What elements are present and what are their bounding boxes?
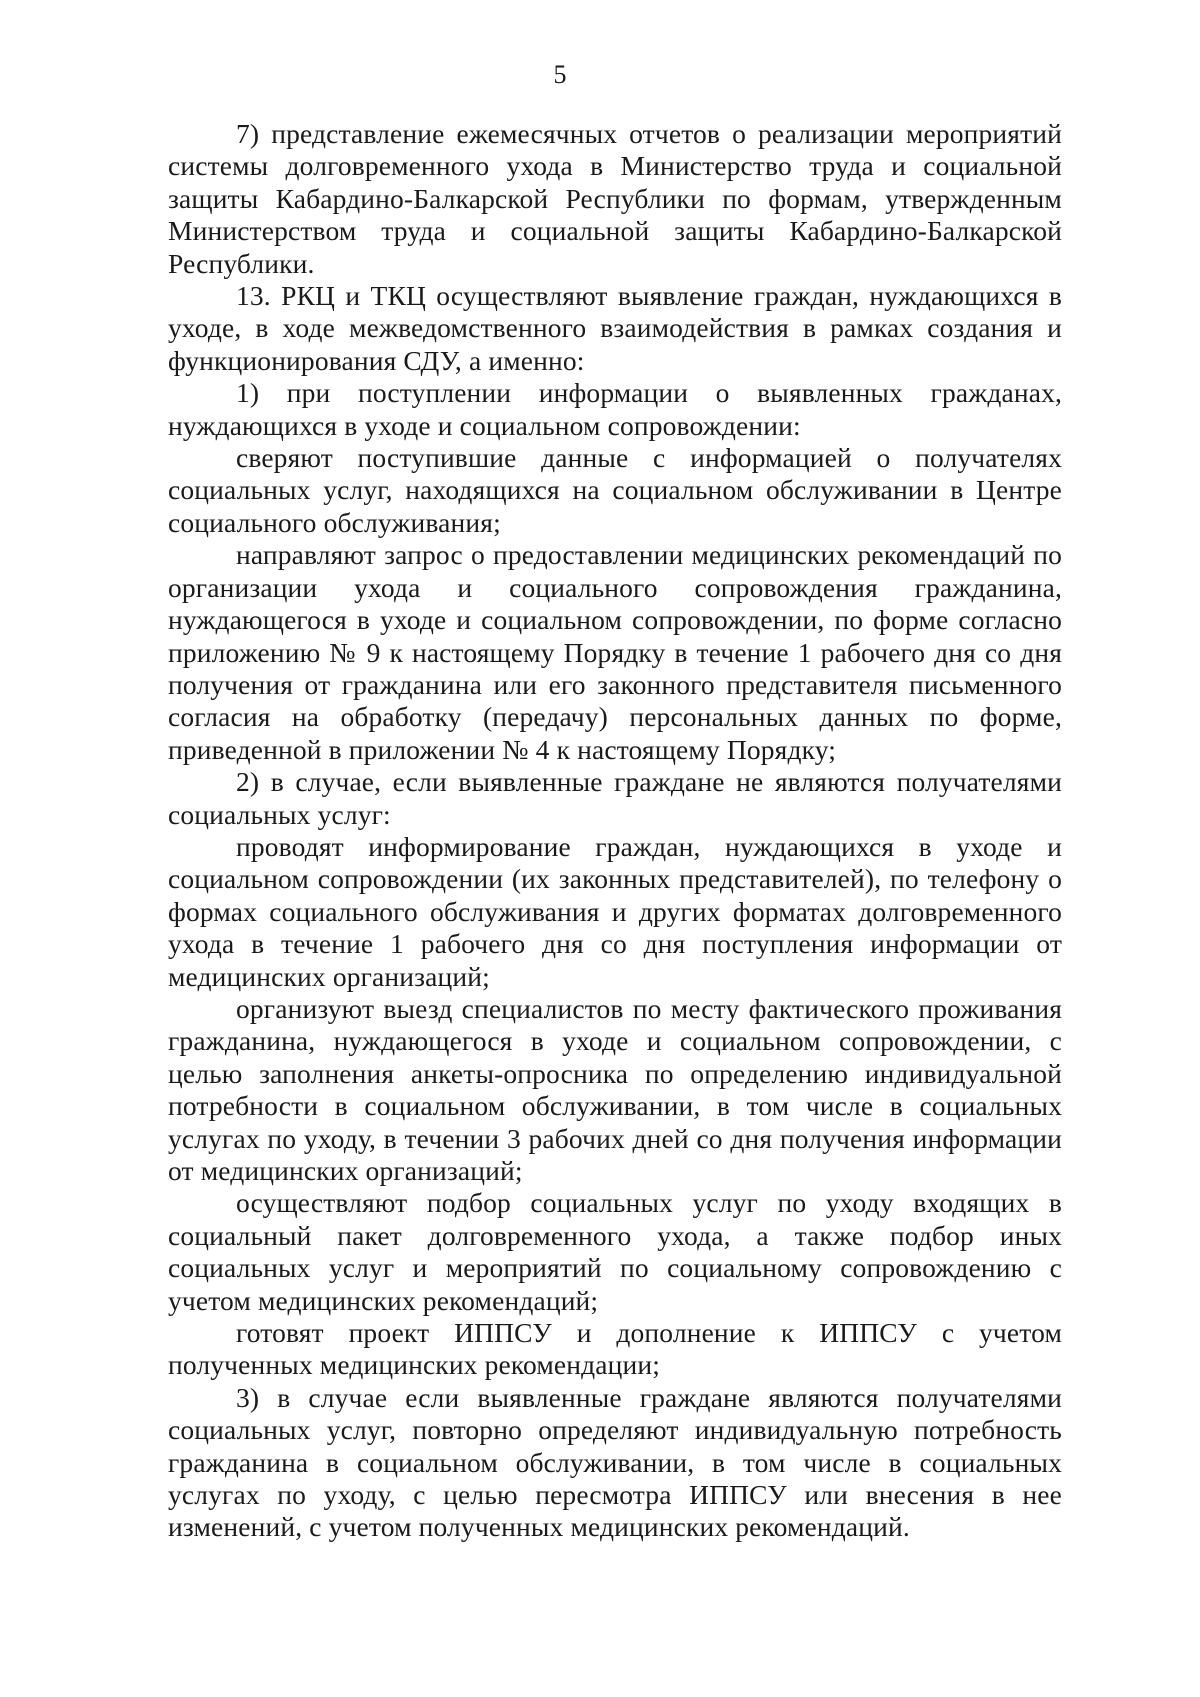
paragraph-select-services: осуществляют подбор социальных услуг по уходу входящих в социальный пакет долговременного ухода, а также подбор иных социальных услуг и мероприятий по социальному сопровождению с учетом медицинских рекомендаций;	[168, 1187, 1062, 1316]
paragraph-subitem-2: 2) в случае, если выявленные граждане не являются получателями социальных услуг:	[168, 766, 1062, 830]
page-number: 5	[553, 60, 567, 89]
paragraph-organize-visit: организуют выезд специалистов по месту фактического проживания гражданина, нуждающегося в уходе и социальном сопровождении, с целью заполнения анкеты-опросника по определению индивидуальной потребности в социальном обслуживании, в том числе в социальных услугах по уходу, в течении 3 рабочих дней со дня получения информации от медицинских организаций;	[168, 992, 1062, 1186]
paragraph-subitem-3: 3) в случае если выявленные граждане являются получателями социальных услуг, повторно определяют индивидуальную потребность гражданина в социальном обслуживании, в том числе в социальных услугах по уходу, с целью пересмотра ИППСУ или внесения в нее изменений, с учетом полученных медицинских рекомендаций.	[168, 1381, 1062, 1543]
document-body	[168, 118, 1062, 1544]
paragraph-send-request: направляют запрос о предоставлении медицинских рекомендаций по организации ухода и социального сопровождения гражданина, нуждающегося в уходе и социальном сопровождении, по форме согласно приложению № 9 к настоящему Порядку в течение 1 рабочего дня со дня получения от гражданина или его законного представителя письменного согласия на обработку (передачу) персональных данных по форме, приведенной в приложении № 4 к настоящему Порядку;	[168, 539, 1062, 765]
paragraph-prepare-ippsu: готовят проект ИППСУ и дополнение к ИППСУ с учетом полученных медицинских рекомендации;	[168, 1317, 1062, 1381]
paragraph-verify-data: сверяют поступившие данные с информацией о получателях социальных услуг, находящихся на социальном обслуживании в Центре социального обслуживания;	[168, 442, 1062, 538]
paragraph-subitem-1: 1) при поступлении информации о выявленных гражданах, нуждающихся в уходе и социальном сопровождении:	[168, 377, 1062, 441]
paragraph-item-7: 7) представление ежемесячных отчетов о реализации мероприятий системы долговременного ухода в Министерство труда и социальной защиты Кабардино-Балкарской Республики по формам, утвержденным Министерством труда и социальной защиты Кабардино-Балкарской Республики.	[168, 118, 1062, 279]
paragraph-clause-13: 13. РКЦ и ТКЦ осуществляют выявление граждан, нуждающихся в уходе, в ходе межведомственного взаимодействия в рамках создания и функционирования СДУ, а именно:	[168, 280, 1062, 376]
paragraph-inform-citizens: проводят информирование граждан, нуждающихся в уходе и социальном сопровождении (их законных представителей), по телефону о формах социального обслуживания и других форматах долговременного ухода в течение 1 рабочего дня со дня поступления информации от медицинских организаций;	[168, 830, 1062, 992]
